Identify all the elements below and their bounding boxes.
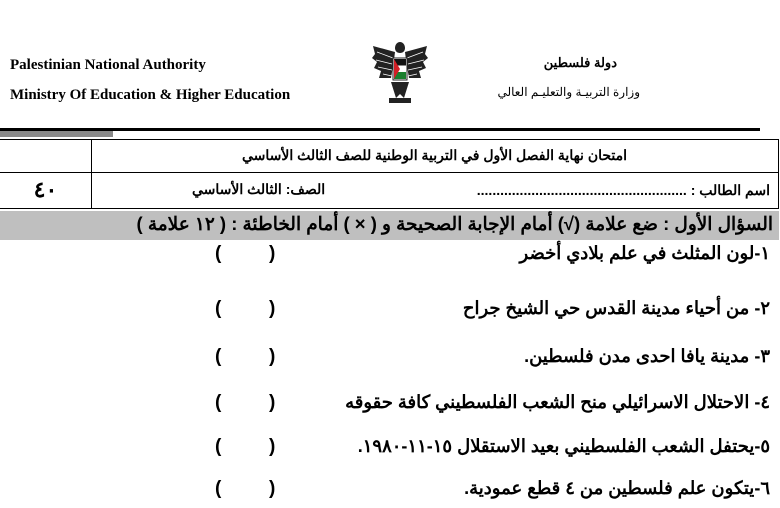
answer-box[interactable]: ( ) — [215, 392, 276, 413]
header-ar-ministry: وزارة التربيـة والتعليـم العالي — [497, 85, 640, 99]
answer-box[interactable]: ( ) — [215, 243, 276, 264]
question-item — [10, 346, 770, 376]
header-divider-accent — [0, 131, 113, 137]
student-name-field[interactable]: اسم الطالب : ...................................................... — [476, 182, 770, 198]
question-header — [0, 211, 779, 240]
header-en-ministry: Ministry Of Education & Higher Education — [10, 87, 291, 103]
header-en-authority: Palestinian National Authority — [10, 57, 206, 73]
answer-box[interactable]: ( ) — [215, 298, 276, 319]
answer-box[interactable]: ( ) — [215, 346, 276, 367]
question-item-text: ١-لون المثلث في علم بلادي أخضر — [519, 243, 770, 263]
question-item — [10, 243, 770, 273]
answer-box[interactable]: ( ) — [215, 436, 276, 457]
question-item — [10, 298, 770, 328]
question-item — [10, 436, 770, 466]
question-item-text: ٣- مدينة يافا احدى مدن فلسطين. — [524, 346, 770, 366]
header-divider — [0, 128, 760, 131]
question-item-text: ٥-يحتفل الشعب الفلسطيني بعيد الاستقلال ١٥-١١-١٩٨٠. — [357, 436, 770, 456]
answer-box[interactable]: ( ) — [215, 478, 276, 499]
question-item — [10, 392, 770, 422]
question-item-text: ٤- الاحتلال الاسرائيلي منح الشعب الفلسطيني كافة حقوقه — [345, 392, 770, 412]
class-label: الصف: الثالث الأساسي — [192, 181, 326, 197]
question-item-text: ٦-يتكون علم فلسطين من ٤ قطع عمودية. — [464, 478, 770, 498]
header-ar-state: دولة فلسطين — [543, 55, 617, 70]
eagle-emblem-icon — [371, 38, 429, 106]
total-marks: ٤٠ — [33, 177, 58, 202]
question-item — [10, 478, 770, 508]
exam-title: امتحان نهاية الفصل الأول في التربية الوطنية للصف الثالث الأساسي — [241, 147, 628, 163]
question-header-text: السؤال الأول : ضع علامة (√) أمام الإجابة الصحيحة و ( × ) أمام الخاطئة : ( ١٢ علامة ) — [136, 213, 773, 234]
exam-info-table — [0, 139, 779, 209]
question-item-text: ٢- من أحياء مدينة القدس حي الشيخ جراح — [462, 298, 770, 318]
